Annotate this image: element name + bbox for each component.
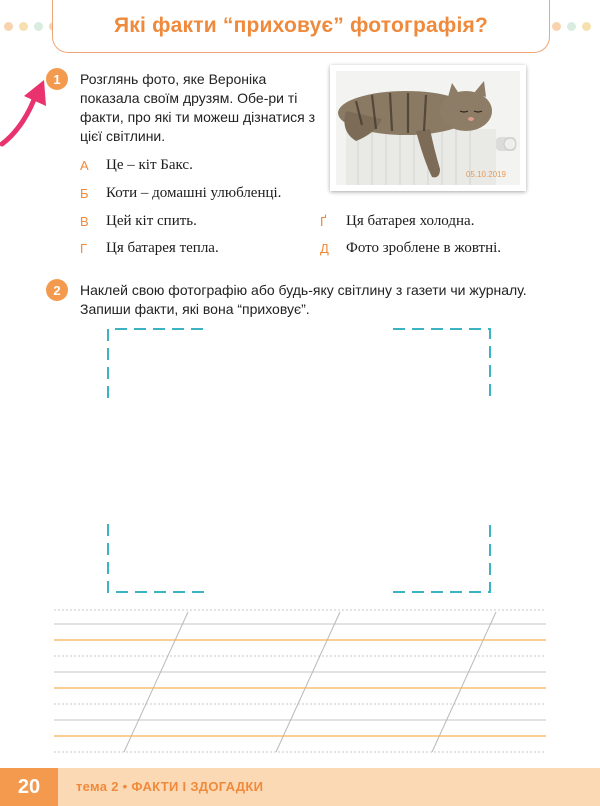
option-text: Фото зроблене в жовтні. bbox=[346, 240, 502, 256]
option-text: Цей кіт спить. bbox=[106, 213, 197, 229]
page-title-box bbox=[52, 0, 550, 53]
option-text: Коти – домашні улюбленці. bbox=[106, 185, 282, 201]
option-letter: Ґ bbox=[320, 214, 327, 229]
option-text: Ця батарея холодна. bbox=[346, 213, 475, 229]
option-text: Ця батарея тепла. bbox=[106, 240, 219, 256]
writing-lines[interactable] bbox=[54, 610, 546, 752]
decor-dots-right bbox=[552, 22, 591, 36]
photo-date: 05.10.2019 bbox=[465, 170, 506, 179]
option-letter: Б bbox=[80, 186, 89, 201]
task-number-2: 2 bbox=[46, 279, 68, 301]
cat-photo bbox=[330, 65, 526, 191]
option-g bbox=[320, 213, 474, 230]
task2-instructions: Наклей свою фотографію або будь-яку світлину з газети чи журналу. Запиши факти, які вона “приховує”. bbox=[80, 282, 527, 317]
task-number-1: 1 bbox=[46, 68, 68, 90]
option-text: Це – кіт Бакс. bbox=[106, 157, 193, 173]
option-a bbox=[80, 157, 193, 174]
page-title: Які факти “приховує” фотографія? bbox=[114, 14, 488, 37]
option-d bbox=[320, 240, 501, 257]
option-v bbox=[80, 213, 197, 230]
decor-dots-left bbox=[4, 22, 58, 36]
task1-instructions: Розглянь фото, яке Вероніка показала своїм друзям. Обе-ри ті факти, про які ти можеш дізнатися з цієї світлини. bbox=[80, 71, 316, 144]
cat-on-radiator-image bbox=[336, 71, 520, 185]
footer-topic: тема 2 • ФАКТИ І ЗДОГАДКИ bbox=[76, 779, 264, 794]
page-number: 20 bbox=[0, 768, 58, 806]
option-h bbox=[80, 240, 219, 257]
option-letter: В bbox=[80, 214, 89, 229]
option-letter: Д bbox=[320, 241, 329, 256]
option-letter: Г bbox=[80, 241, 88, 256]
option-letter: А bbox=[80, 158, 89, 173]
option-b bbox=[80, 185, 281, 202]
photo-placeholder-frame[interactable] bbox=[108, 329, 490, 592]
